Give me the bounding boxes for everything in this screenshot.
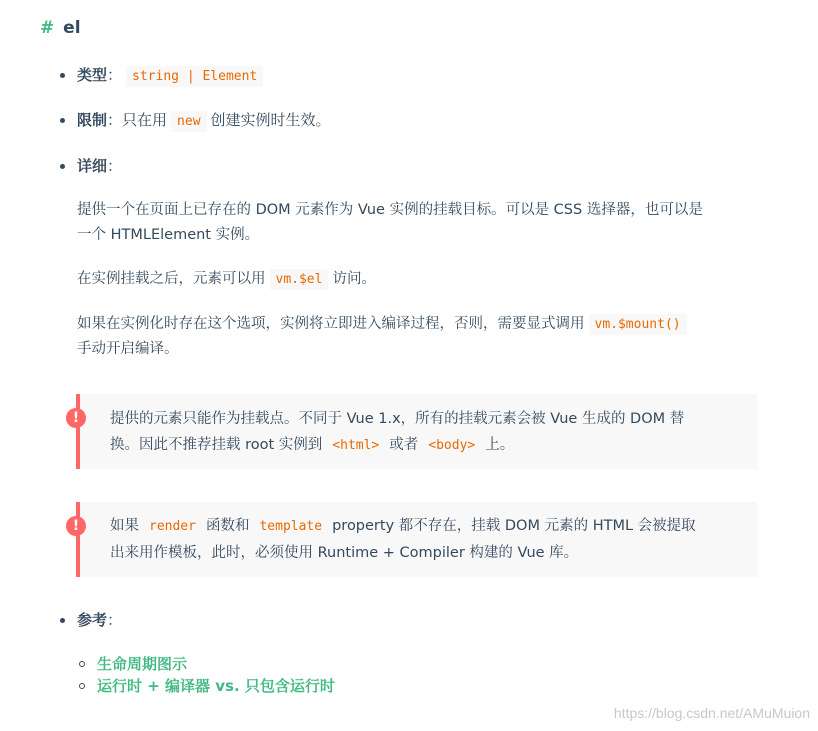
warning-tip-1-text: 提供的元素只能作为挂载点。不同于 Vue 1.x，所有的挂载元素会被 Vue 生成的 DOM 替 换。因此不推荐挂载 root 实例到 <html> 或者 <body> 上。 [110, 406, 740, 459]
render-code: render [143, 516, 202, 537]
watermark: https://blog.csdn.net/AMuMuion [613, 705, 810, 721]
type-label: 类型 [77, 66, 108, 84]
warning-tip-2 [72, 502, 757, 577]
restriction-code: new [171, 111, 206, 132]
sub-list-bullet [79, 683, 85, 689]
body-tag-code: <body> [422, 435, 481, 456]
list-bullet [60, 164, 65, 169]
details-paragraph-1: 提供一个在页面上已存在的 DOM 元素作为 Vue 实例的挂载目标。可以是 CSS 选择器，也可以是 一个 HTMLElement 实例。 [77, 202, 703, 243]
list-bullet [60, 73, 65, 78]
type-code: string | Element [126, 66, 263, 87]
lifecycle-diagram-link[interactable]: 生命周期图示 [97, 655, 188, 673]
section-heading [40, 18, 81, 38]
list-bullet [60, 118, 65, 123]
list-bullet [60, 618, 65, 623]
details-paragraph-3: 如果在实例化时存在这个选项，实例将立即进入编译过程，否则，需要显式调用 vm.$mount() 手动开启编译。 [77, 312, 757, 362]
vm-el-code: vm.$el [270, 269, 329, 290]
restriction-label: 限制 [77, 111, 108, 129]
template-code: template [253, 516, 328, 537]
heading-anchor[interactable]: # [40, 18, 55, 38]
type-row: 类型： string | Element [77, 64, 267, 88]
heading-title: el [63, 18, 81, 38]
exclamation-icon: ! [66, 408, 86, 428]
restriction-row: 限制：只在用 new 创建实例时生效。 [77, 109, 331, 133]
warning-tip-2-text: 如果 render 函数和 template property 都不存在，挂载 DOM 元素的 HTML 会被提取 出来用作模板，此时，必须使用 Runtime + Compiler 构建的 Vue 库。 [110, 518, 696, 561]
sub-list-bullet [79, 661, 85, 667]
details-paragraph-2: 在实例挂载之后，元素可以用 vm.$el 访问。 [77, 267, 757, 292]
runtime-compiler-link[interactable]: 运行时 + 编译器 vs. 只包含运行时 [97, 677, 335, 695]
details-label: 详细 [77, 157, 108, 175]
exclamation-icon: ! [66, 516, 86, 536]
warning-tip-1 [72, 394, 757, 469]
details-row: 详细： [77, 157, 123, 175]
vm-mount-code: vm.$mount() [589, 314, 687, 335]
reference-row: 参考： [77, 611, 123, 629]
html-tag-code: <html> [326, 435, 385, 456]
reference-label: 参考 [77, 611, 108, 629]
